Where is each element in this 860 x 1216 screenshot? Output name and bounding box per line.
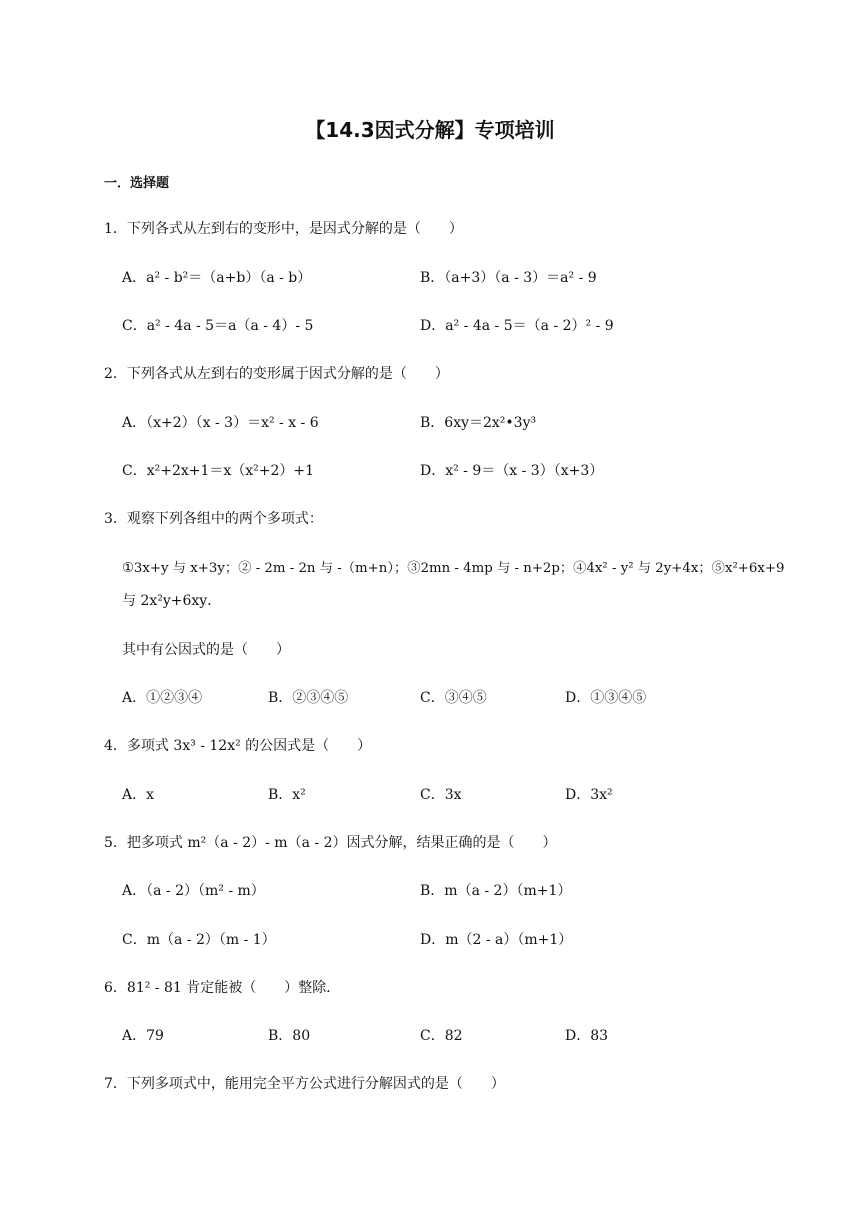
- question-4-option-c: C．3x: [420, 787, 462, 803]
- question-4-option-a: A．x: [122, 787, 155, 803]
- question-1-stem: 1．下列各式从左到右的变形中，是因式分解的是（ ）: [104, 221, 463, 237]
- question-6-option-c: C．82: [420, 1028, 463, 1044]
- question-4-stem: 4．多项式 3x³ - 12x² 的公因式是（ ）: [104, 738, 372, 754]
- question-1-option-a: A．a² - b²＝（a+b）（a - b）: [122, 270, 312, 286]
- question-4-option-d: D．3x²: [565, 787, 613, 803]
- question-3-body-line2: 与 2x²y+6xy．: [122, 593, 222, 609]
- question-3-sub-prompt: 其中有公因式的是（ ）: [122, 642, 290, 658]
- question-6-option-b: B．80: [268, 1028, 311, 1044]
- section-heading: 一．选择题: [104, 176, 170, 191]
- question-6-option-a: A．79: [122, 1028, 164, 1044]
- question-2-option-b: B．6xy＝2x²•3y³: [420, 415, 537, 431]
- question-1-option-b: B．（a+3）（a - 3）＝a² - 9: [420, 270, 597, 286]
- question-6-stem: 6．81² - 81 肯定能被（ ）整除．: [104, 980, 341, 996]
- question-3-body-line1: ①3x+y 与 x+3y；② - 2m - 2n 与 -（m+n）；③2mn - 4mp 与 - n+2p；④4x² - y² 与 2y+4x；⑤x²+6x+9: [122, 561, 785, 576]
- question-1-option-c: C．a² - 4a - 5＝a（a - 4）- 5: [122, 318, 314, 334]
- question-3-stem: 3．观察下列各组中的两个多项式：: [104, 511, 323, 527]
- question-3-option-c: C．③④⑤: [420, 690, 487, 706]
- question-5-option-b: B．m（a - 2）（m+1）: [420, 883, 572, 899]
- question-7-stem: 7．下列多项式中，能用完全平方公式进行分解因式的是（ ）: [104, 1076, 505, 1092]
- question-3-option-b: B．②③④⑤: [268, 690, 349, 706]
- question-4-option-b: B．x²: [268, 787, 306, 803]
- question-6-option-d: D．83: [565, 1028, 609, 1044]
- question-5-stem: 5．把多项式 m²（a - 2）- m（a - 2）因式分解，结果正确的是（ ）: [104, 835, 557, 851]
- question-5-option-c: C．m（a - 2）（m - 1）: [122, 932, 276, 948]
- question-3-option-d: D．①③④⑤: [565, 690, 647, 706]
- question-2-option-d: D．x² - 9＝（x - 3）（x+3）: [420, 463, 604, 479]
- question-3-option-a: A．①②③④: [122, 690, 203, 706]
- question-2-stem: 2．下列各式从左到右的变形属于因式分解的是（ ）: [104, 366, 449, 382]
- question-5-option-d: D．m（2 - a）（m+1）: [420, 932, 573, 948]
- page-title: 【14.3因式分解】专项培训: [305, 118, 555, 142]
- question-2-option-a: A．（x+2）（x - 3）＝x² - x - 6: [122, 415, 319, 431]
- question-2-option-c: C．x²+2x+1＝x（x²+2）+1: [122, 463, 315, 479]
- question-1-option-d: D．a² - 4a - 5＝（a - 2）² - 9: [420, 318, 614, 334]
- question-5-option-a: A．（a - 2）（m² - m）: [122, 883, 265, 899]
